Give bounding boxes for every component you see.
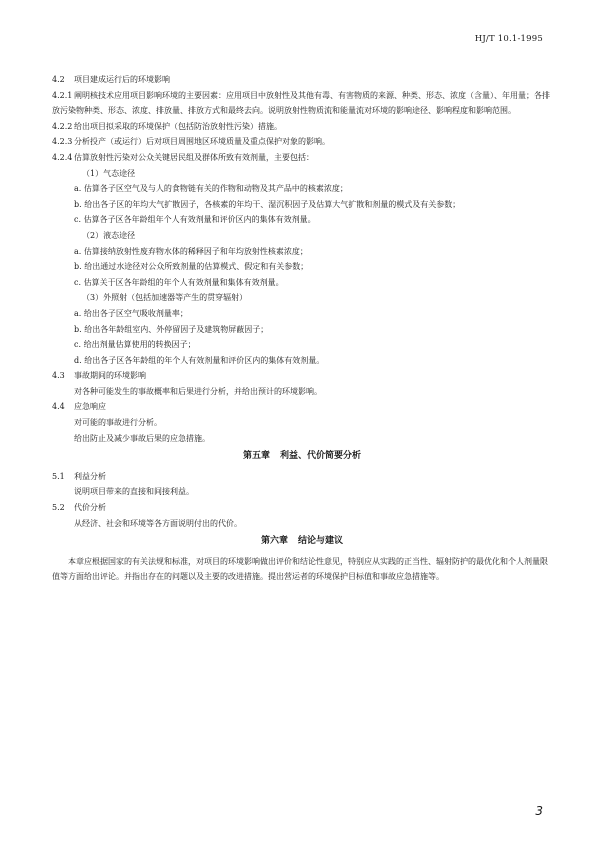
section-title: 代价分析 [74,503,106,513]
external-item-a: a. 给出各子区空气吸收剂量率； [74,308,188,318]
page-number: 3 [535,804,543,818]
section-5-2-heading [52,500,552,516]
section-number: 4.2.4 [52,152,73,162]
section-text: 估算放射性污染对公众关键居民组及群体所致有效剂量，主要包括： [74,152,314,162]
liquid-item-b: b. 给出通过水途径对公众所致剂量的估算模式、假定和有关参数； [74,262,309,272]
liquid-pathway-heading: （2）液态途径 [82,230,136,240]
section-4-4-text-2: 给出防止及减少事故后果的应急措施。 [74,433,210,443]
external-item-d: d. 给出各子区各年龄组的年个人有效剂量和评价区内的集体有效剂量。 [74,355,325,365]
section-number: 4.2.1 [52,90,73,100]
section-title: 事故期间的环境影响 [74,371,146,381]
section-4-2-3 [52,134,552,150]
chapter-5-heading [52,449,552,465]
section-number: 4.4 [52,402,65,412]
section-4-4-heading [52,399,552,415]
section-number: 4.2.3 [52,137,73,147]
section-4-2-4 [52,150,552,166]
section-number: 5.1 [52,471,65,481]
chapter-number: 第六章 [260,536,288,547]
section-title: 应急响应 [74,402,106,412]
liquid-item-a: a. 估算接纳放射性废弃物水体的稀释因子和年均放射性核素浓度； [74,246,308,256]
section-text: 给出项目拟采取的环境保护（包括防治放射性污染）措施。 [74,121,282,131]
section-number: 5.2 [52,503,65,513]
gas-pathway-heading: （1）气态途径 [82,168,136,178]
section-text: 阐明核技术应用项目影响环境的主要因素：应用项目中放射性及其他有毒、有害物质的来源、种类、形态、浓度（含量）、年用量；各排放污染物种类、形态、浓度、排放量、排放方式和最终去向。说明放射性物质流和能量流对环境的影响途径、影响程度和影响范围。 [52,90,550,116]
section-4-4-text-1: 对可能的事故进行分析。 [74,418,162,428]
gas-item-b: b. 给出各子区的年均大气扩散因子，各核素的年均干、湿沉积因子及估算大气扩散和剂量的模式及有关参数； [74,199,461,209]
section-4-2-1 [52,88,552,119]
section-4-2-heading [52,72,552,88]
document-body [52,72,552,585]
section-text: 分析投产（或运行）后对项目周围地区环境质量及重点保护对象的影响。 [74,137,330,147]
external-item-c: c. 给出剂量估算使用的转换因子； [74,340,196,350]
external-item-b: b. 给出各年龄组室内、外停留因子及建筑物屏蔽因子； [74,324,269,334]
section-number: 4.2 [52,75,65,84]
chapter-title: 结论与建议 [298,536,344,547]
section-5-1-text: 说明项目带来的直接和间接利益。 [74,487,194,497]
liquid-item-c: c. 估算关于区各年龄组的年个人有效剂量和集体有效剂量。 [74,277,284,287]
chapter-title: 利益、代价简要分析 [280,451,362,462]
external-exposure-heading: （3）外照射（包括加速器等产生的贯穿辐射） [82,293,248,303]
section-5-1-heading [52,469,552,485]
chapter-6-text: 本章应根据国家的有关法规和标准，对项目的环境影响做出评价和结论性意见，特别应从实践的正当性、辐射防护的最优化和个人剂量限值等方面给出评论。并指出存在的问题以及主要的改进措施。提出营运者的环境保护目标值和事故应急措施等。 [52,556,548,582]
section-title: 利益分析 [74,471,106,481]
section-number: 4.2.2 [52,121,73,131]
section-4-3-text: 对各种可能发生的事故概率和后果进行分析，并给出预计的环境影响。 [74,386,322,396]
section-title: 项目建成运行后的环境影响 [74,75,170,84]
gas-item-a: a. 估算各子区空气及与人的食物链有关的作物和动物及其产品中的核素浓度； [74,184,348,194]
section-number: 4.3 [52,371,65,381]
section-4-3-heading [52,368,552,384]
section-5-2-text: 从经济、社会和环境等各方面说明付出的代价。 [74,518,242,528]
chapter-number: 第五章 [242,451,270,462]
chapter-6-heading [52,534,552,550]
document-code: HJ/T 10.1-1995 [474,34,543,44]
section-4-2-2 [52,119,552,135]
gas-item-c: c. 估算各子区各年龄组年个人有效剂量和评价区内的集体有效剂量。 [74,215,316,225]
